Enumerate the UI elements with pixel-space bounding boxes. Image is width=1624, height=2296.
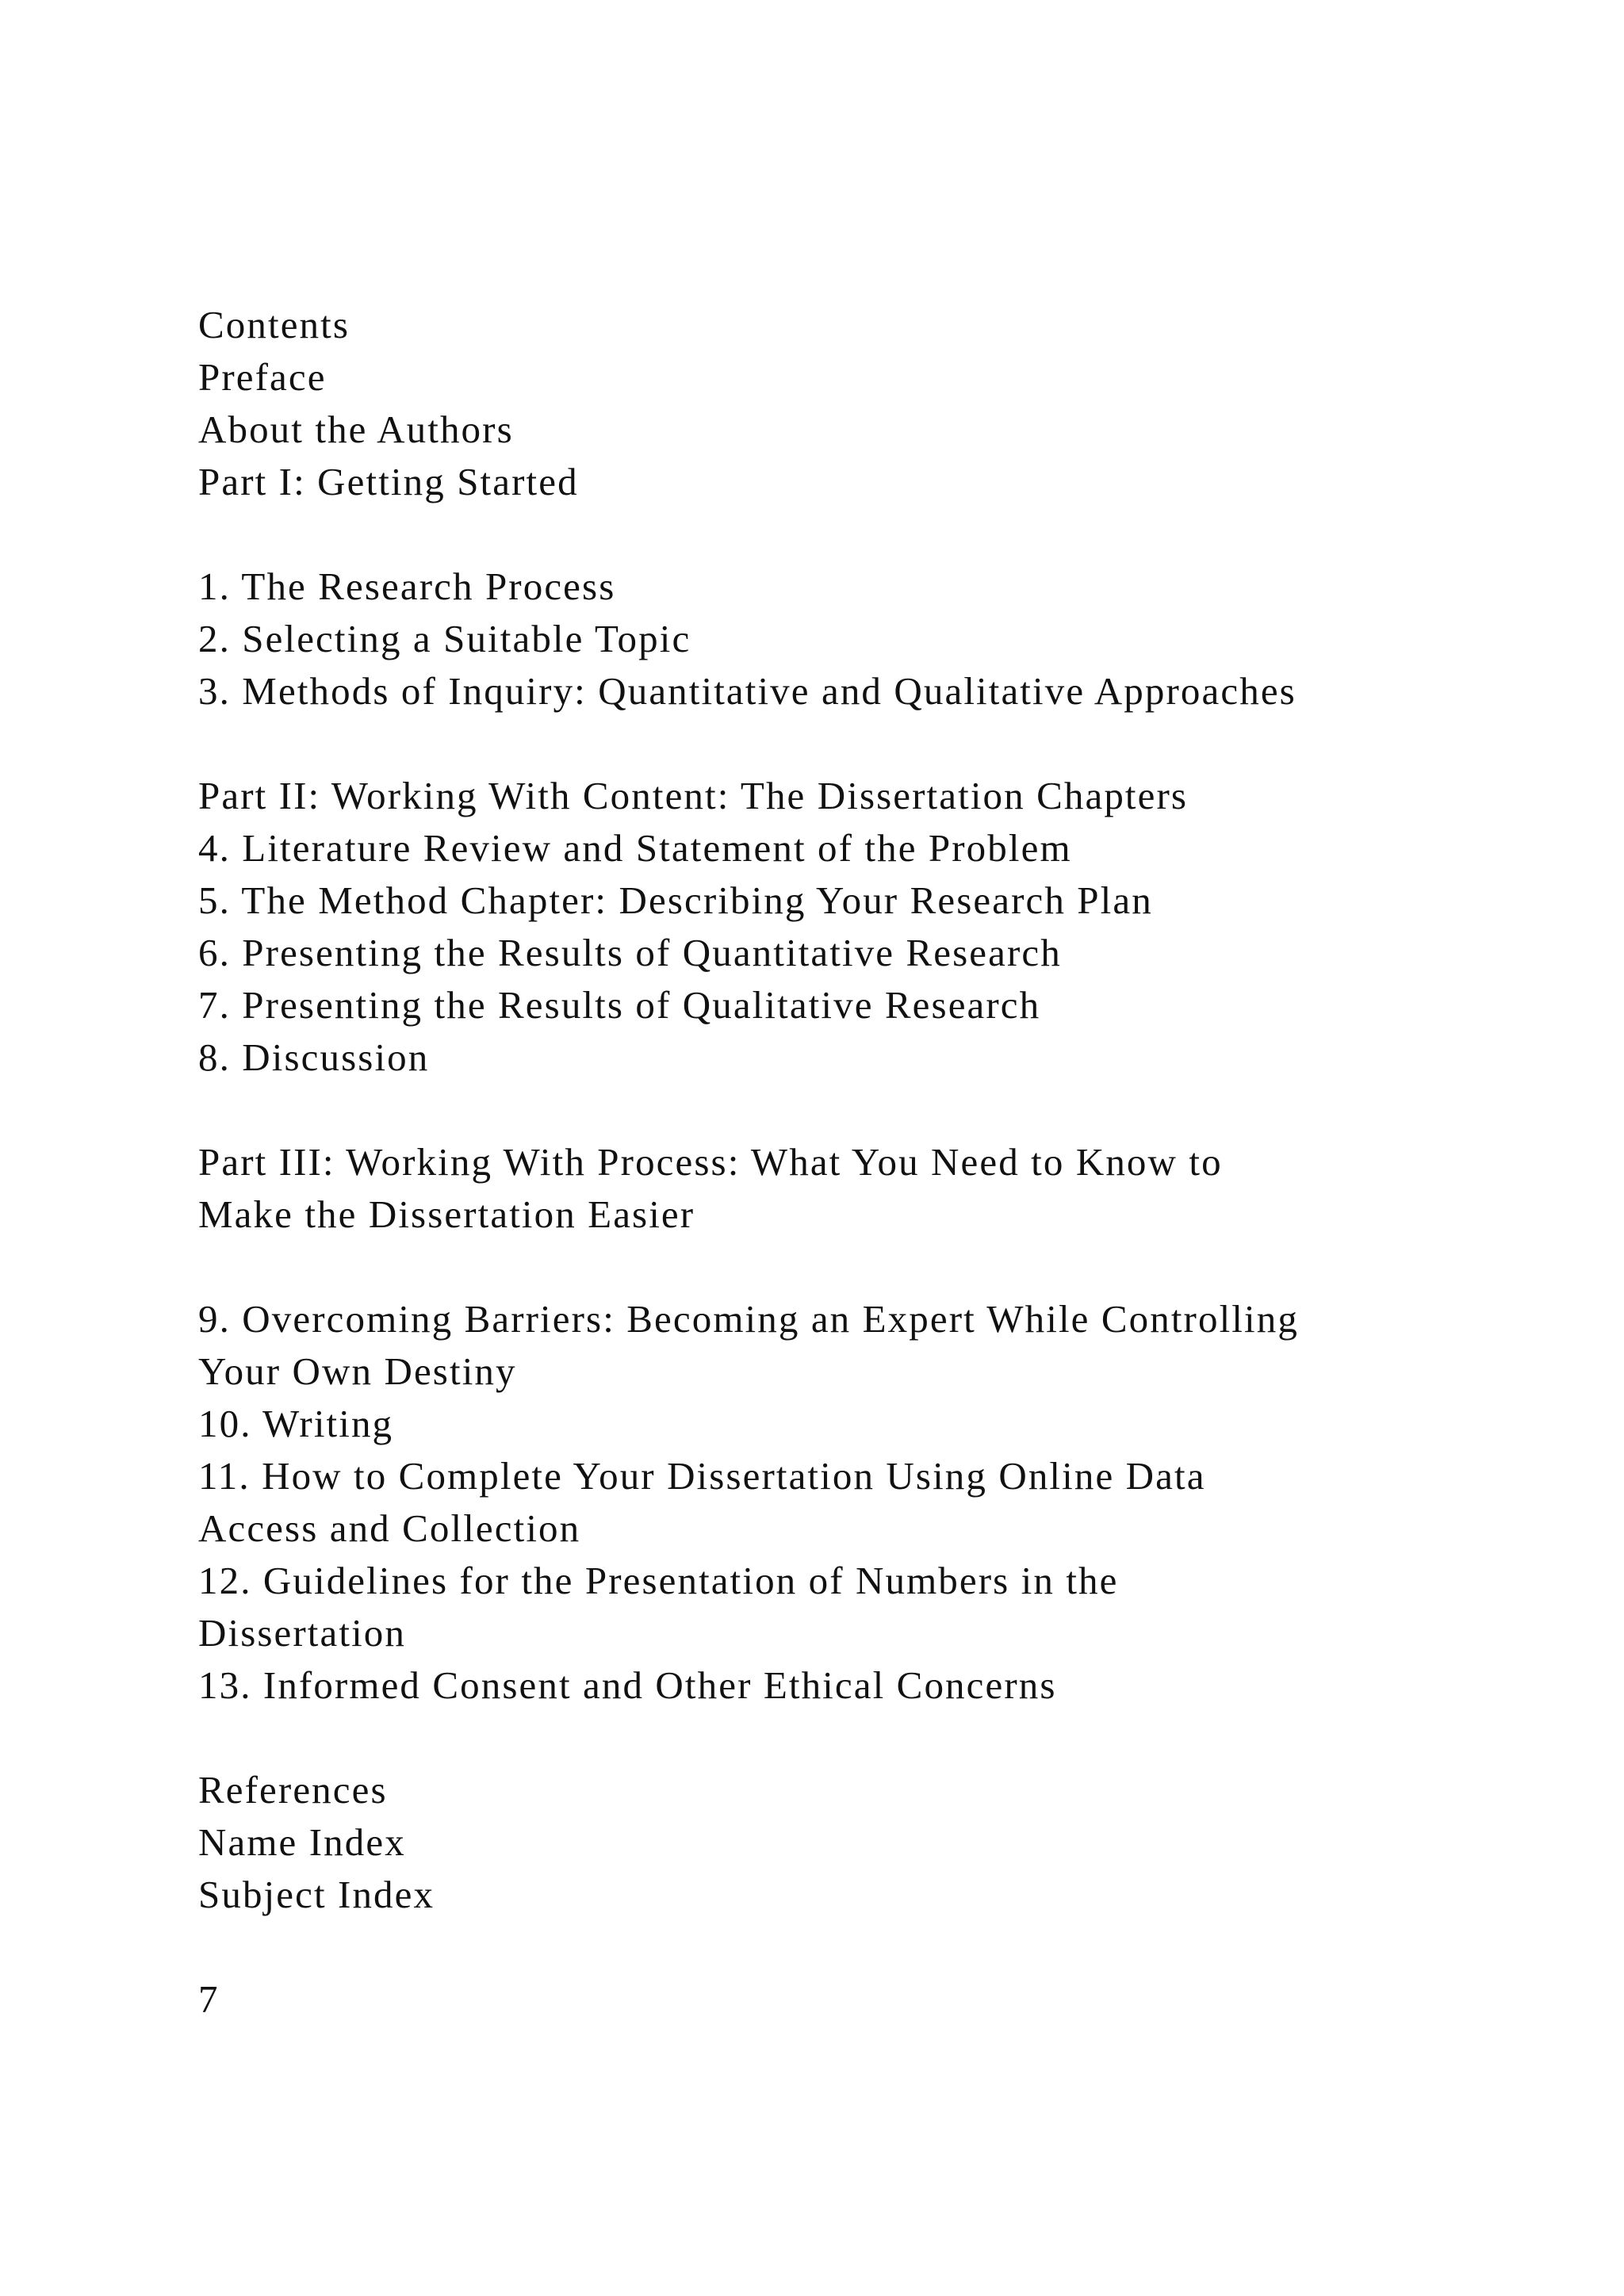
blank-line: [198, 1084, 1499, 1136]
toc-part-3-heading-line-1: Part III: Working With Process: What You Need to Know to: [198, 1140, 1223, 1184]
table-of-contents: [198, 299, 1499, 2026]
toc-entry-chapter-7: 7. Presenting the Results of Qualitative Research: [198, 983, 1041, 1027]
toc-entry-preface: Preface: [198, 355, 327, 399]
toc-entry-chapter-6: 6. Presenting the Results of Quantitative Research: [198, 931, 1062, 974]
toc-entry-name-index: Name Index: [198, 1820, 406, 1864]
toc-entry-chapter-11-line-1: 11. How to Complete Your Dissertation Using Online Data: [198, 1454, 1206, 1498]
toc-entry-chapter-9-line-2: Your Own Destiny: [198, 1349, 517, 1393]
toc-entry-chapter-12-line-2: Dissertation: [198, 1611, 406, 1655]
toc-entry-subject-index: Subject Index: [198, 1873, 435, 1916]
toc-part-2-heading: Part II: Working With Content: The Dissertation Chapters: [198, 774, 1189, 817]
toc-entry-chapter-11-line-2: Access and Collection: [198, 1506, 581, 1550]
page-number: 7: [198, 1977, 220, 2021]
blank-line: [198, 1921, 1499, 1973]
toc-entry-chapter-3: 3. Methods of Inquiry: Quantitative and Qualitative Approaches: [198, 669, 1297, 713]
toc-entry-chapter-9-line-1: 9. Overcoming Barriers: Becoming an Expert While Controlling: [198, 1297, 1299, 1341]
toc-entry-chapter-4: 4. Literature Review and Statement of the Problem: [198, 826, 1072, 870]
blank-line: [198, 508, 1499, 561]
toc-entry-chapter-1: 1. The Research Process: [198, 564, 616, 608]
blank-line: [198, 1241, 1499, 1293]
blank-line: [198, 1712, 1499, 1764]
toc-entry-chapter-10: 10. Writing: [198, 1402, 394, 1445]
toc-entry-chapter-12-line-1: 12. Guidelines for the Presentation of Numbers in the: [198, 1559, 1119, 1602]
toc-part-3-heading-line-2: Make the Dissertation Easier: [198, 1192, 695, 1236]
toc-entry-chapter-2: 2. Selecting a Suitable Topic: [198, 617, 691, 660]
toc-entry-about-authors: About the Authors: [198, 408, 514, 451]
toc-entry-references: References: [198, 1768, 388, 1812]
toc-entry-chapter-8: 8. Discussion: [198, 1035, 430, 1079]
contents-heading: Contents: [198, 303, 350, 346]
toc-entry-chapter-5: 5. The Method Chapter: Describing Your Research Plan: [198, 878, 1153, 922]
blank-line: [198, 718, 1499, 770]
toc-part-1-heading: Part I: Getting Started: [198, 460, 579, 503]
toc-entry-chapter-13: 13. Informed Consent and Other Ethical Concerns: [198, 1663, 1057, 1707]
